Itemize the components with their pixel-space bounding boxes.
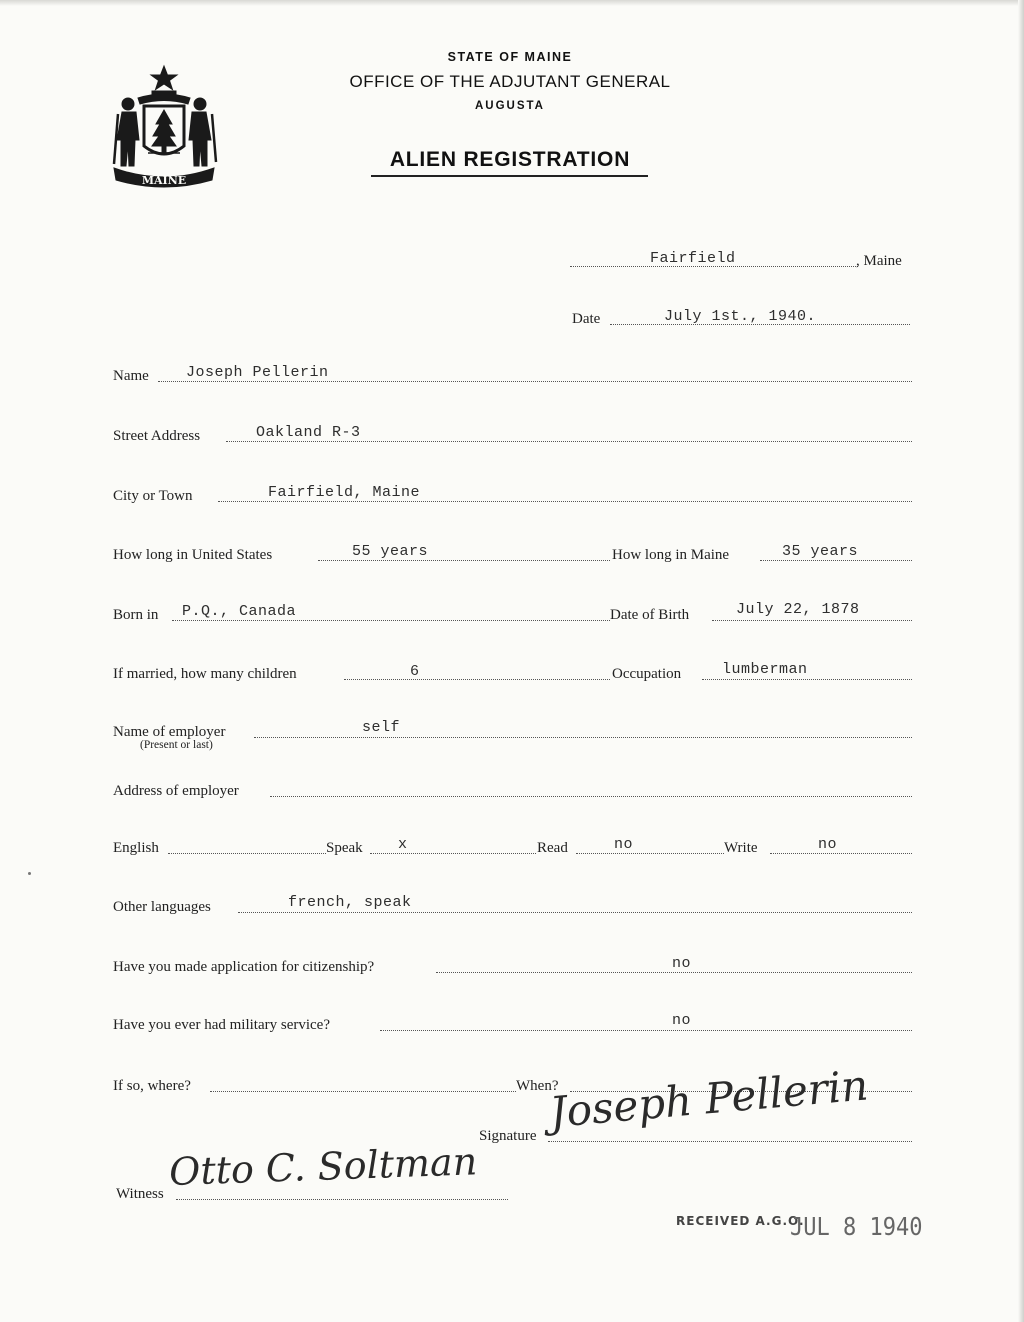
read-value[interactable]: no — [614, 836, 634, 853]
state-seal-icon — [108, 62, 220, 190]
military-label: Have you ever had military service? — [113, 1017, 330, 1033]
born-in-value[interactable]: P.Q., Canada — [182, 603, 297, 620]
state-heading: STATE OF MAINE — [447, 50, 573, 64]
english-line — [168, 853, 326, 854]
employer-value[interactable]: self — [362, 719, 401, 736]
witness-line — [176, 1199, 508, 1200]
children-line — [344, 679, 610, 680]
scan-edge — [0, 0, 1024, 6]
seal-label: MAINE — [141, 174, 187, 187]
street-value[interactable]: Oakland R-3 — [256, 424, 361, 441]
write-label: Write — [724, 840, 758, 856]
employer-sublabel: (Present or last) — [140, 739, 213, 751]
scan-edge — [1018, 0, 1024, 1322]
employer-address-label: Address of employer — [113, 783, 239, 799]
children-value[interactable]: 6 — [410, 663, 420, 680]
employer-label: Name of employer — [113, 724, 226, 740]
read-line — [576, 853, 724, 854]
write-line — [770, 853, 912, 854]
date-value[interactable]: July 1st., 1940. — [664, 308, 817, 325]
location-value[interactable]: Fairfield — [650, 250, 736, 267]
dob-value[interactable]: July 22, 1878 — [736, 601, 860, 618]
signature-label: Signature — [479, 1128, 537, 1144]
years-maine-label: How long in Maine — [612, 547, 730, 563]
other-languages-value[interactable]: french, speak — [288, 894, 412, 911]
office-heading: OFFICE OF THE ADJUTANT GENERAL — [349, 72, 671, 91]
street-label: Street Address — [113, 428, 201, 444]
speak-line — [370, 853, 536, 854]
write-value[interactable]: no — [818, 836, 838, 853]
other-languages-label: Other languages — [113, 899, 211, 915]
employer-address-line — [270, 796, 912, 797]
signature-line — [548, 1141, 912, 1142]
location-suffix: , Maine — [856, 253, 902, 269]
speak-value[interactable]: x — [398, 836, 408, 853]
years-us-value[interactable]: 55 years — [352, 543, 429, 560]
where-line — [210, 1091, 516, 1092]
dob-label: Date of Birth — [610, 607, 690, 623]
occupation-line — [702, 679, 912, 680]
military-value[interactable]: no — [672, 1012, 692, 1029]
dob-line — [712, 620, 912, 621]
witness-label: Witness — [116, 1186, 164, 1202]
received-stamp-date: JUL 8 1940 — [790, 1213, 923, 1242]
years-us-label: How long in United States — [113, 547, 273, 563]
read-label: Read — [537, 840, 568, 856]
military-line — [380, 1030, 912, 1031]
speak-label: Speak — [326, 840, 363, 856]
name-value[interactable]: Joseph Pellerin — [186, 364, 329, 381]
when-label: When? — [516, 1078, 559, 1094]
born-in-label: Born in — [113, 607, 159, 623]
where-label: If so, where? — [113, 1078, 191, 1094]
citizenship-value[interactable]: no — [672, 955, 692, 972]
city-heading: AUGUSTA — [474, 100, 545, 112]
witness-signature[interactable]: Otto C. Soltman — [168, 1139, 478, 1194]
name-label: Name — [113, 368, 149, 384]
years-maine-value[interactable]: 35 years — [782, 543, 859, 560]
scan-speck — [28, 872, 31, 875]
date-label: Date — [572, 311, 601, 327]
employer-line — [254, 737, 912, 738]
english-label: English — [113, 840, 159, 856]
title-underline — [371, 175, 648, 177]
occupation-label: Occupation — [612, 666, 682, 682]
occupation-value[interactable]: lumberman — [722, 661, 808, 678]
other-languages-line — [238, 912, 912, 913]
signature-value[interactable]: Joseph Pellerin — [547, 1060, 871, 1137]
children-label: If married, how many children — [113, 666, 297, 682]
city-label: City or Town — [113, 488, 193, 504]
form-title: ALIEN REGISTRATION — [389, 148, 631, 171]
received-stamp: RECEIVED A.G.O. — [676, 1214, 805, 1228]
city-value[interactable]: Fairfield, Maine — [268, 484, 421, 501]
citizenship-label: Have you made application for citizenship? — [113, 959, 375, 975]
